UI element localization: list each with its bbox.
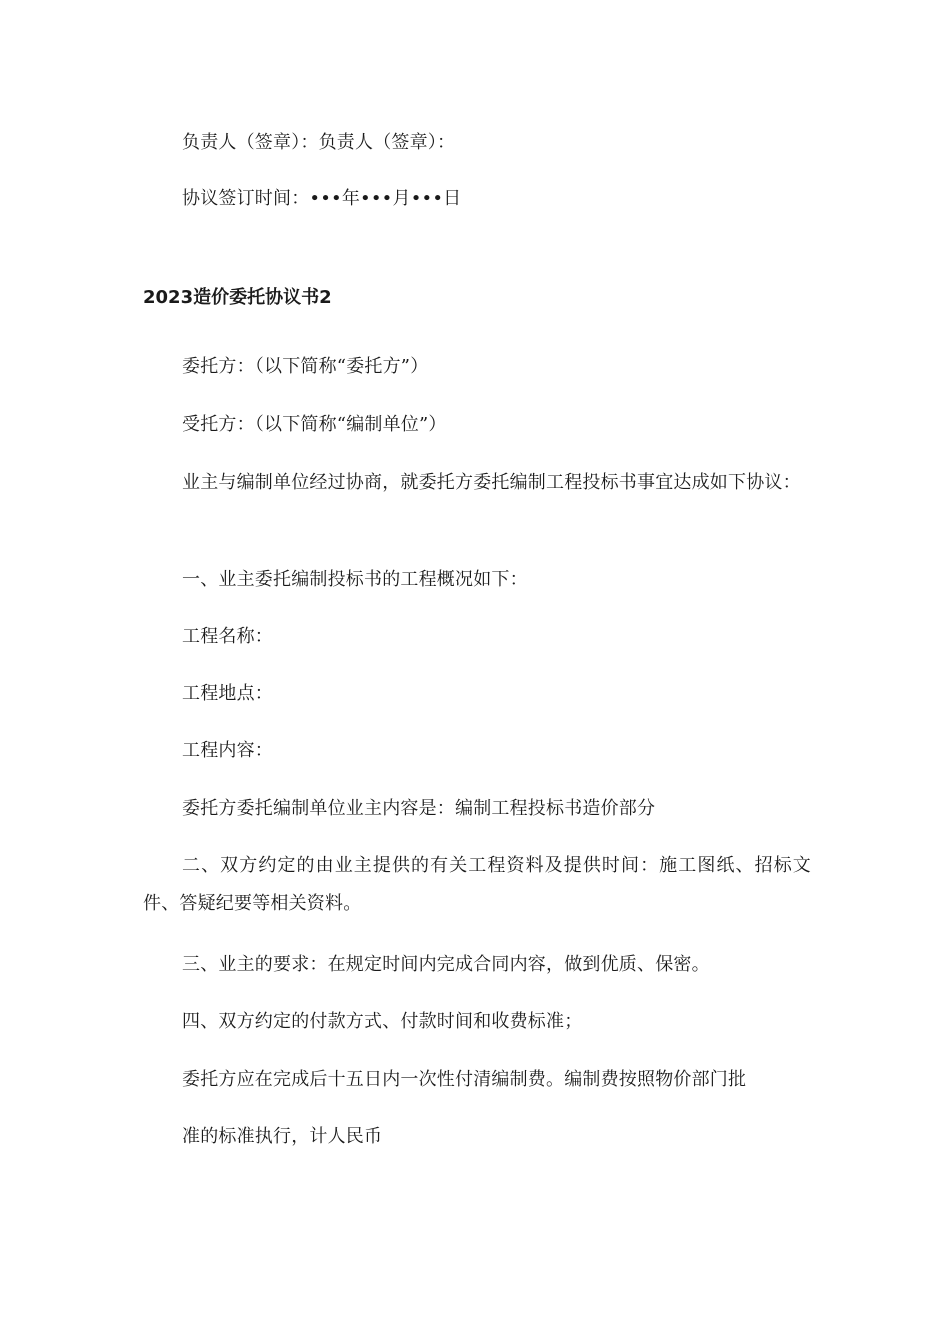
- scope-line: 委托方委托编制单位业主内容是：编制工程投标书造价部分: [182, 798, 656, 819]
- section-3-line: 三、业主的要求：在规定时间内完成合同内容，做到优质、保密。: [182, 954, 710, 975]
- project-name-field: 工程名称：: [182, 626, 273, 647]
- payment-line-2: 准的标准执行，计人民币: [182, 1126, 383, 1147]
- signature-line: 负责人（签章）：负责人（签章）：: [182, 132, 456, 153]
- project-location-field: 工程地点：: [182, 683, 273, 704]
- intro-paragraph: 业主与编制单位经过协商，就委托方委托编制工程投标书事宜达成如下协议：: [182, 472, 801, 493]
- section-2-paragraph: 二、双方约定的由业主提供的有关工程资料及提供时间：施工图纸、招标文件、答疑纪要等相关资料。: [143, 855, 811, 914]
- payment-line-1: 委托方应在完成后十五日内一次性付清编制费。编制费按照物价部门批: [182, 1069, 747, 1090]
- agreement-date-line: 协议签订时间：•••年•••月•••日: [182, 188, 462, 209]
- section-1-heading: 一、业主委托编制投标书的工程概况如下：: [182, 569, 528, 590]
- project-content-field: 工程内容：: [182, 740, 273, 761]
- document-heading: 2023造价委托协议书2: [143, 287, 332, 308]
- section-4-line: 四、双方约定的付款方式、付款时间和收费标准；: [182, 1011, 583, 1032]
- contractor-line: 受托方：（以下简称“编制单位”）: [182, 414, 447, 435]
- client-line: 委托方：（以下简称“委托方”）: [182, 356, 429, 377]
